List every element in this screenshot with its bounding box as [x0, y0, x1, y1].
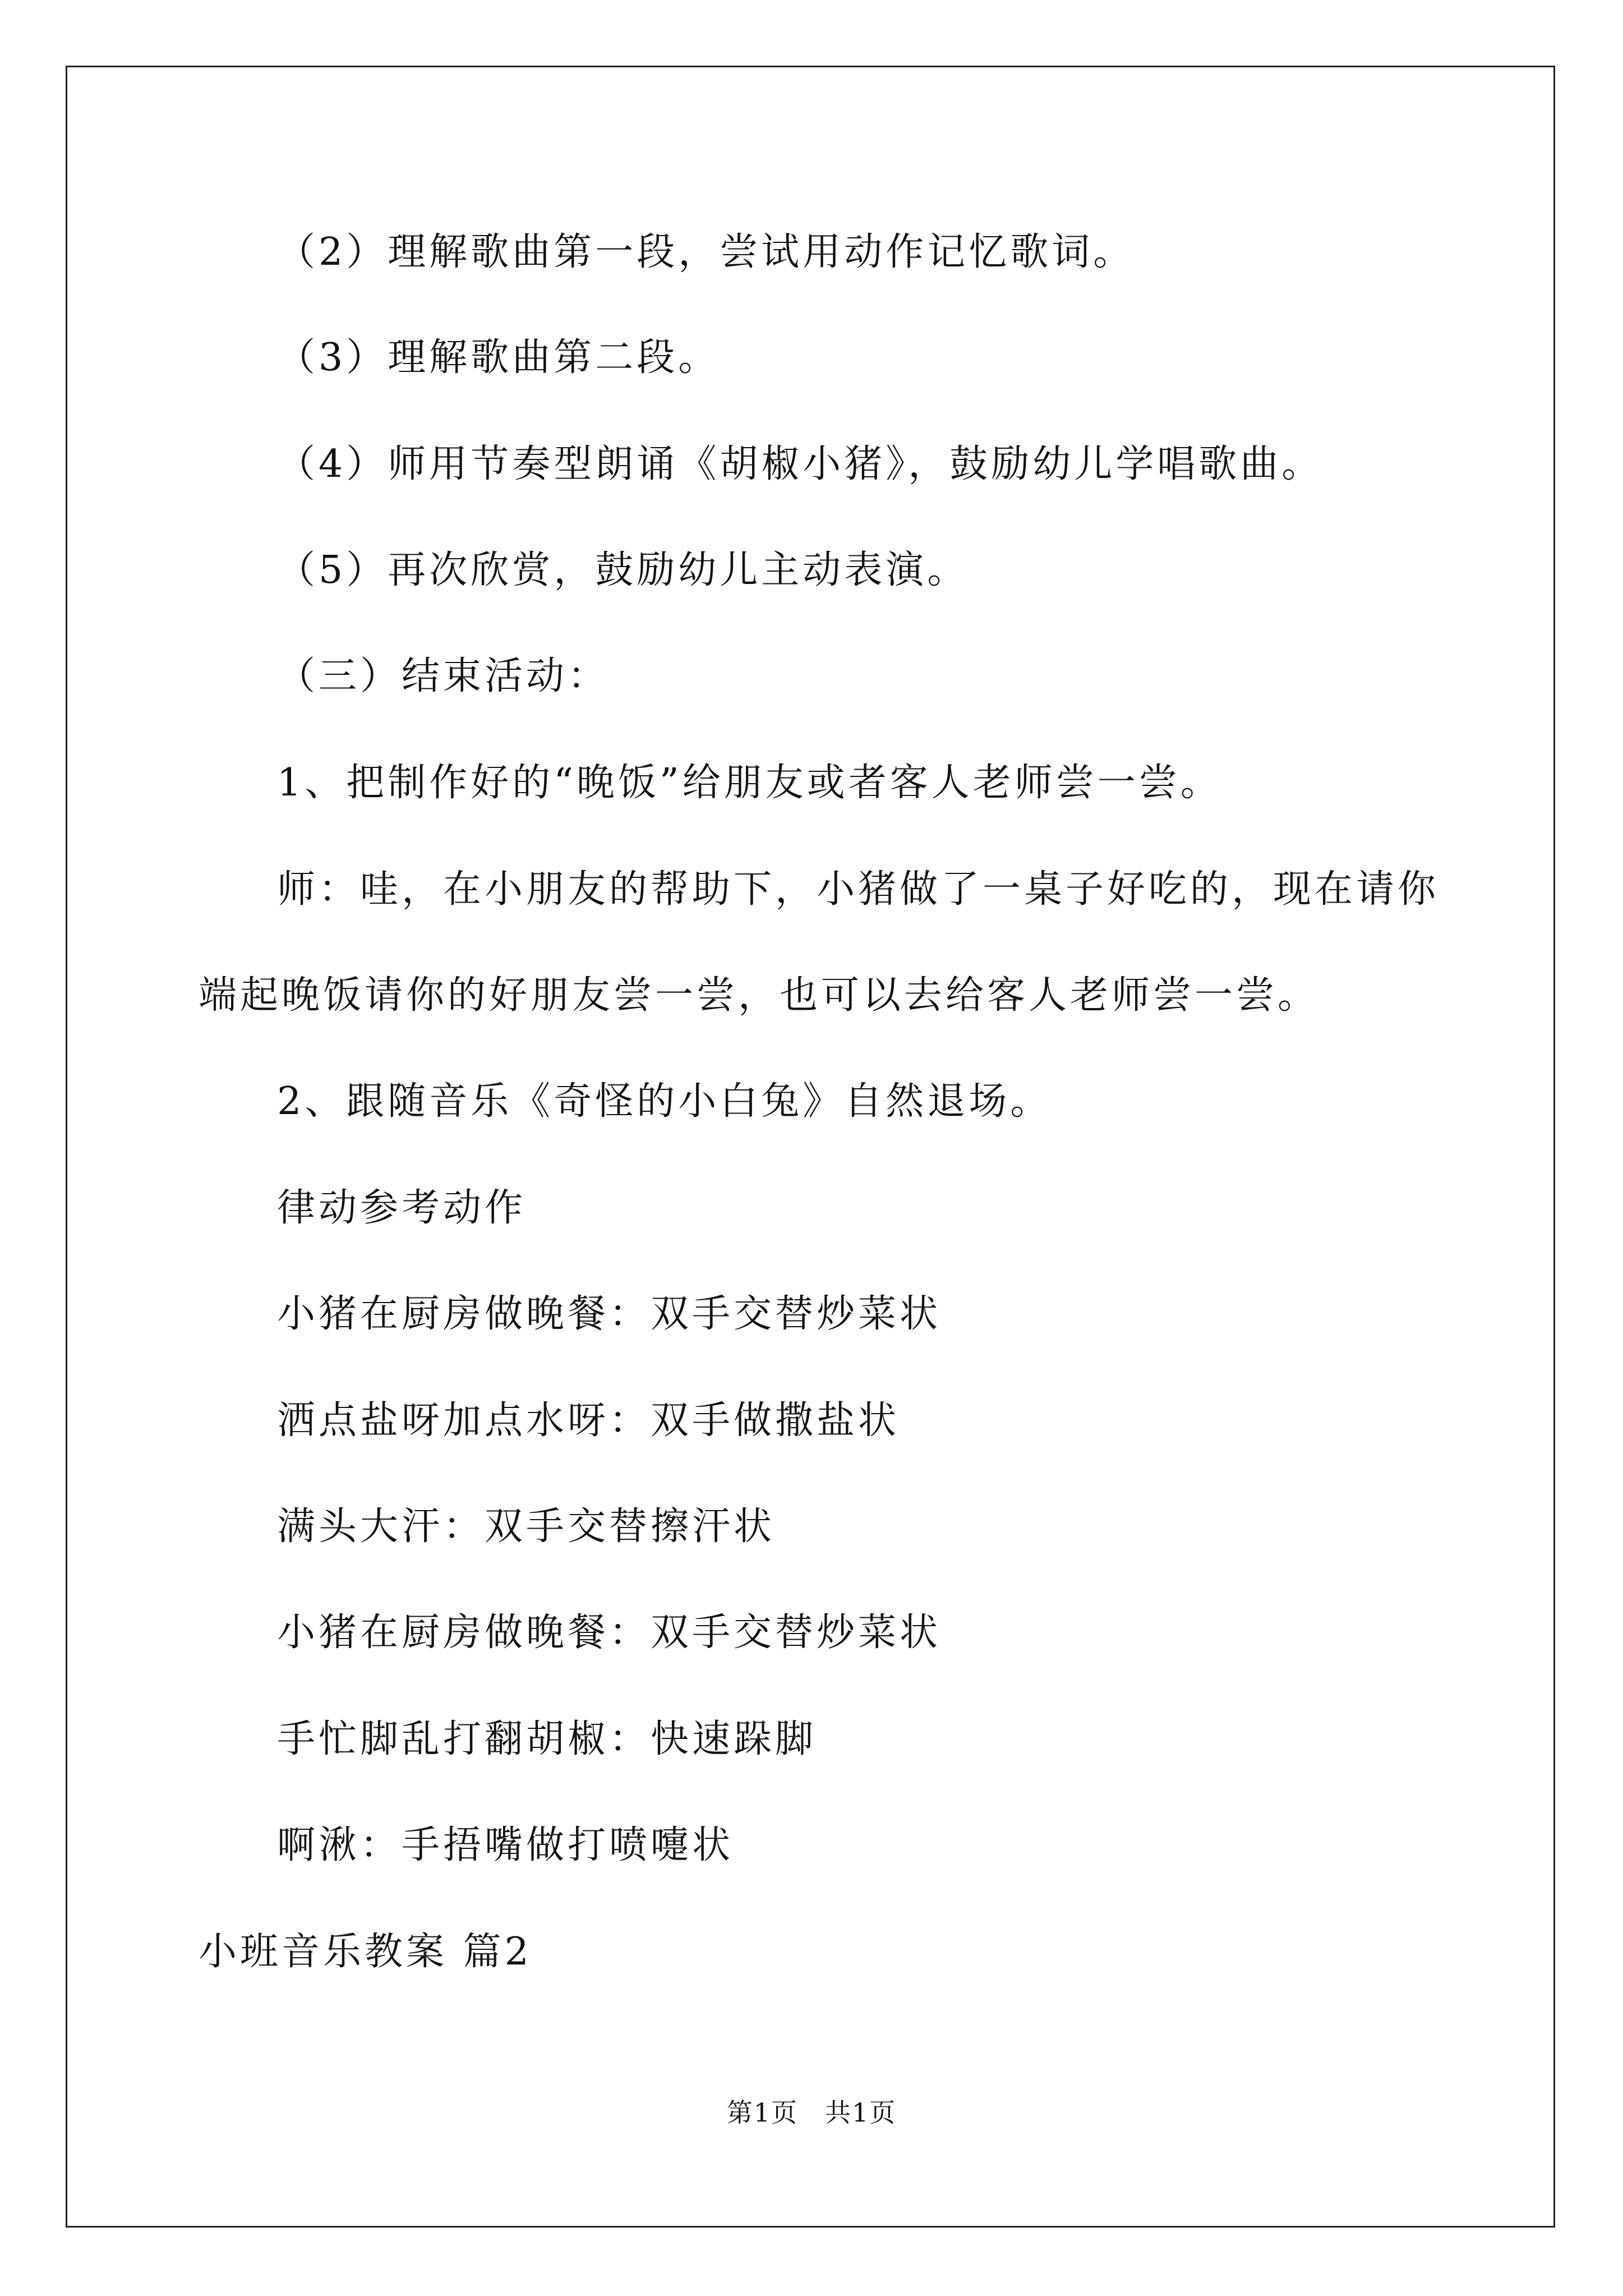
text-line: 小猪在厨房做晚餐：双手交替炒菜状: [277, 1292, 942, 1336]
text-line: 啊湫：手捂嘴做打喷嚏状: [277, 1823, 734, 1867]
page-footer: 第1页 共1页: [726, 2097, 897, 2128]
text-line: （3）理解歌曲第二段。: [277, 335, 720, 380]
text-line: （5）再次欣赏，鼓励幼儿主动表演。: [277, 548, 969, 592]
text-line: 端起晚饭请你的好朋友尝一尝，也可以去给客人老师尝一尝。: [199, 973, 1320, 1018]
text-line: 2、跟随音乐《奇怪的小白兔》自然退场。: [277, 1079, 1052, 1124]
text-line: 律动参考动作: [277, 1186, 527, 1230]
page-border: [66, 66, 1555, 2228]
text-line: 小猪在厨房做晚餐：双手交替炒菜状: [277, 1611, 942, 1655]
text-line: （三）结束活动：: [277, 654, 610, 698]
text-line: （4）师用节奏型朗诵《胡椒小猪》，鼓励幼儿学唱歌曲。: [277, 442, 1324, 486]
text-line: 洒点盐呀加点水呀：双手做撒盐状: [277, 1398, 900, 1443]
text-line: （2）理解歌曲第一段，尝试用动作记忆歌词。: [277, 230, 1135, 274]
text-line: 师：哇，在小朋友的帮助下，小猪做了一桌子好吃的，现在请你: [277, 867, 1440, 912]
section-heading: 小班音乐教案 篇2: [199, 1930, 532, 1974]
text-line: 1、把制作好的“晚饭”给朋友或者客人老师尝一尝。: [277, 761, 1222, 805]
text-line: 满头大汗：双手交替擦汗状: [277, 1504, 776, 1549]
text-line: 手忙脚乱打翻胡椒：快速跺脚: [277, 1717, 817, 1761]
